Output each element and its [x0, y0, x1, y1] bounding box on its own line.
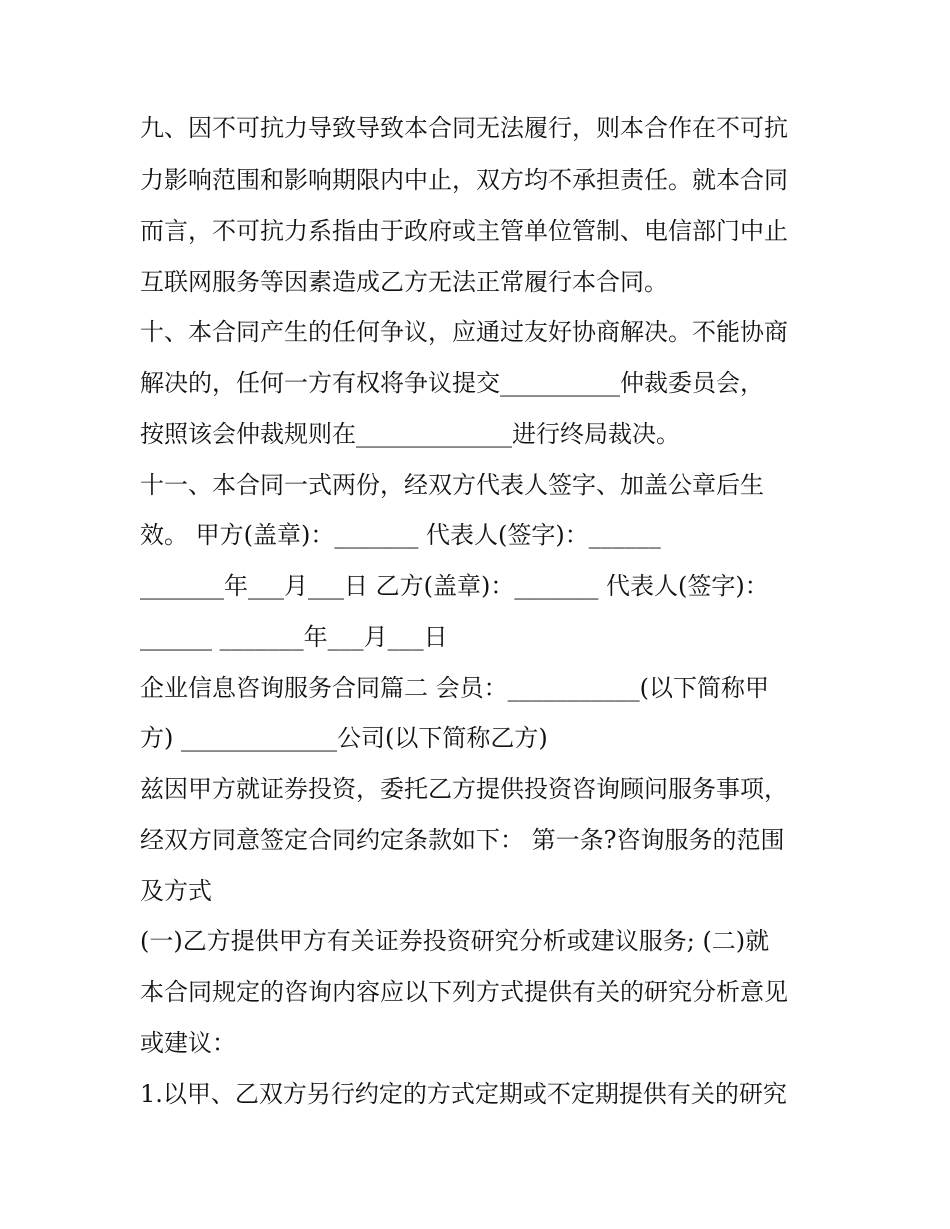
text-line: 解决的，任何一方有权将争议提交__________仲裁委员会， [140, 369, 764, 397]
text-line: _______年___月___日 乙方(盖章)：_______ 代表人(签字)： [140, 572, 769, 600]
text-line: 经双方同意签定合同约定条款如下： 第一条?咨询服务的范围 [140, 826, 785, 854]
text-line: 方) _____________公司(以下简称乙方) [140, 724, 548, 752]
text-line: 按照该会仲裁规则在_____________进行终局裁决。 [140, 420, 680, 448]
text-line: 效。 甲方(盖章)：_______ 代表人(签字)：______ [140, 521, 661, 549]
text-line: 十一、本合同一式两份，经双方代表人签字、加盖公章后生 [140, 471, 764, 499]
text-line: 九、因不可抗力导致导致本合同无法履行，则本合作在不可抗 [140, 114, 788, 142]
text-line: 企业信息咨询服务合同篇二 会员：___________(以下简称甲 [140, 674, 769, 702]
text-line: 及方式 [140, 877, 212, 905]
text-line: 1.以甲、乙双方另行约定的方式定期或不定期提供有关的研究 [140, 1080, 787, 1108]
text-line: ______ _______年___月___日 [140, 623, 448, 651]
text-line: 而言，不可抗力系指由于政府或主管单位管制、电信部门中止 [140, 217, 788, 245]
text-line: (一)乙方提供甲方有关证券投资研究分析或建议服务; (二)就 [140, 927, 770, 955]
text-line: 本合同规定的咨询内容应以下列方式提供有关的研究分析意见 [140, 978, 788, 1006]
text-line: 力影响范围和影响期限内中止，双方均不承担责任。就本合同 [140, 166, 788, 194]
text-line: 兹因甲方就证券投资，委托乙方提供投资咨询顾问服务事项， [140, 775, 788, 803]
text-line: 十、本合同产生的任何争议，应通过友好协商解决。不能协商 [140, 318, 788, 346]
text-line: 互联网服务等因素造成乙方无法正常履行本合同。 [140, 268, 668, 296]
text-line: 或建议： [140, 1029, 236, 1057]
